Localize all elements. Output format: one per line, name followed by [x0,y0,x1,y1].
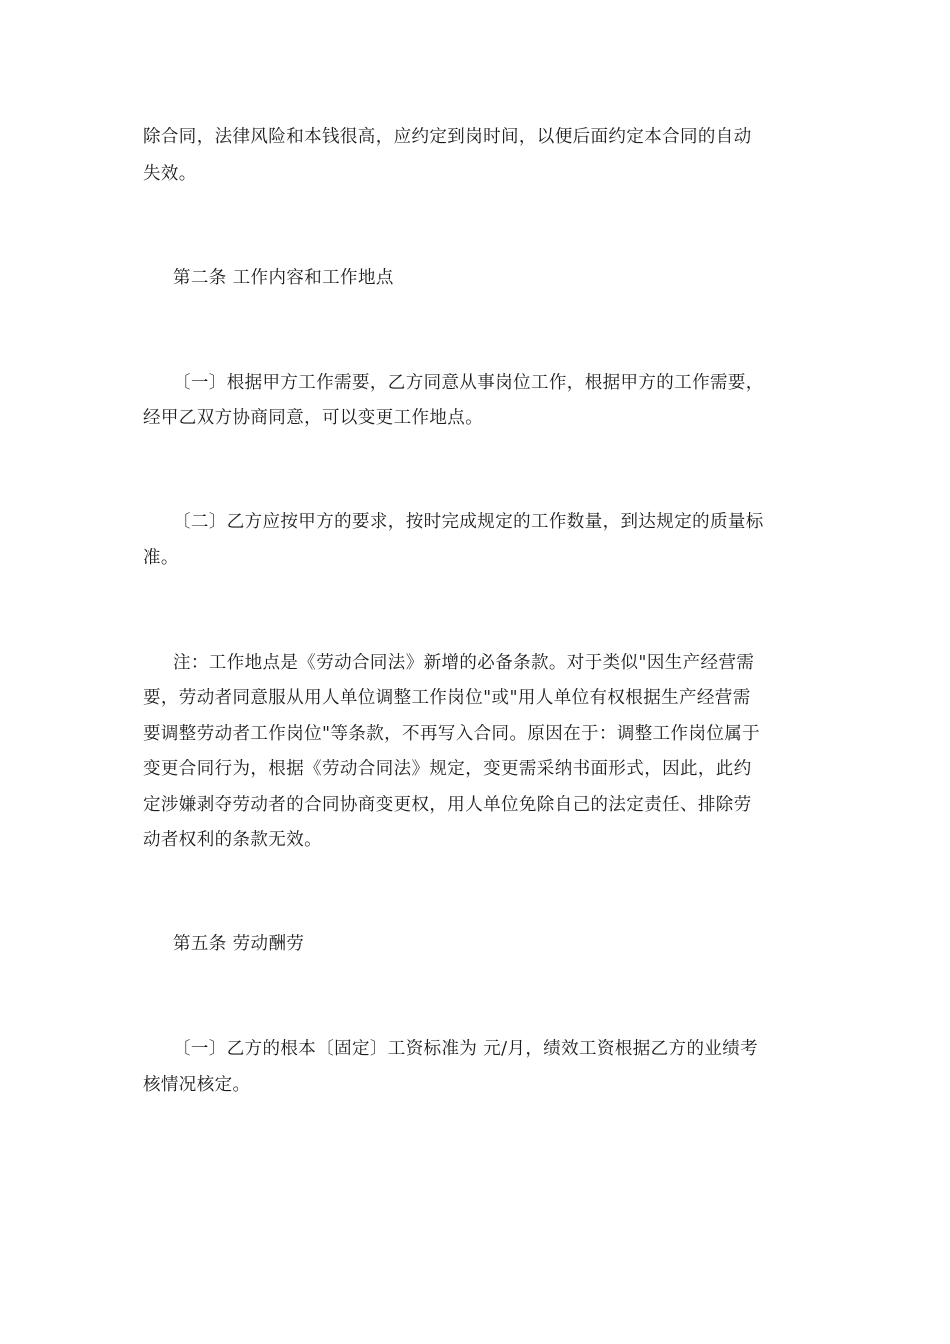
article-2-item-1-line-1: 〔一〕根据甲方工作需要，乙方同意从事岗位工作，根据甲方的工作需要， [173,373,764,393]
article-2-item-2-line-2: 准。 [143,548,179,568]
continuation-line-2: 失效。 [143,164,197,184]
note-line-5: 定涉嫌剥夺劳动者的合同协商变更权，用人单位免除自己的法定责任、排除劳 [143,795,752,815]
article-2-item-1-line-2: 经甲乙双方协商同意，可以变更工作地点。 [143,408,484,428]
article-2-heading: 第二条 工作内容和工作地点 [173,268,394,288]
article-2-item-2-line-1: 〔二〕乙方应按甲方的要求，按时完成规定的工作数量，到达规定的质量标 [173,512,764,532]
note-line-4: 变更合同行为，根据《劳动合同法》规定，变更需采纳书面形式，因此，此约 [143,759,752,779]
note-line-6: 动者权利的条款无效。 [143,830,322,850]
article-5-heading: 第五条 劳动酬劳 [173,934,305,954]
note-line-2: 要，劳动者同意服从用人单位调整工作岗位"或"用人单位有权根据生产经营需 [143,688,751,708]
note-line-3: 要调整劳动者工作岗位"等条款，不再写入合同。原因在于：调整工作岗位属于 [143,724,761,744]
continuation-line-1: 除合同，法律风险和本钱很高，应约定到岗时间，以便后面约定本合同的自动 [143,127,752,147]
article-5-item-1-line-1: 〔一〕乙方的根本〔固定〕工资标准为 元/月，绩效工资根据乙方的业绩考 [173,1039,759,1059]
article-5-item-1-line-2: 核情况核定。 [143,1075,251,1095]
note-line-1: 注：工作地点是《劳动合同法》新增的必备条款。对于类似"因生产经营需 [173,653,755,673]
